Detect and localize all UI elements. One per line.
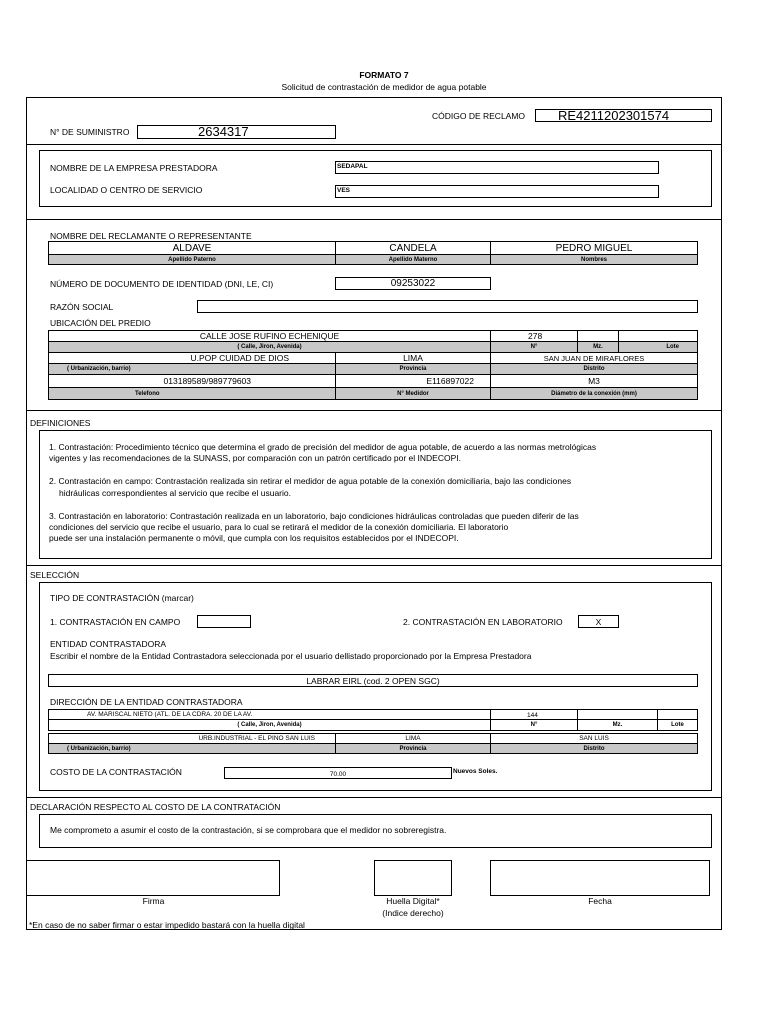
selection-top-rule xyxy=(27,565,722,566)
maternal-surname-header: Apellido Materno xyxy=(335,254,491,265)
claim-code-value: RE4211202301574 xyxy=(558,108,670,123)
paternal-surname-header: Apellido Paterno xyxy=(48,254,336,265)
cost-label: COSTO DE LA CONTRASTACIÓN xyxy=(50,767,182,777)
supply-label: N° DE SUMINISTRO xyxy=(50,127,130,137)
entity-street-value: AV. MARISCAL NIETO (ATL. DE LA CDRA. 20 DE LA AV. xyxy=(48,709,491,720)
urbanization-value: U.POP CUIDAD DE DIOS xyxy=(48,352,336,364)
number-header: N° xyxy=(490,341,578,353)
urbanization-header: ( Urbanización, barrio) xyxy=(48,363,336,375)
definitions-heading: DEFINICIONES xyxy=(30,418,91,428)
supply-value: 2634317 xyxy=(198,124,249,139)
field-contrast-checkbox[interactable] xyxy=(197,615,251,628)
street-value: CALLE JOSE RUFINO ECHENIQUE xyxy=(48,330,491,342)
signature-label: Firma xyxy=(142,896,165,906)
declaration-top-rule xyxy=(27,797,722,798)
selection-heading: SELECCIÓN xyxy=(30,570,80,580)
cost-currency: Nuevos Soles. xyxy=(453,768,498,775)
claim-code-label: CÓDIGO DE RECLAMO xyxy=(432,111,526,121)
entity-field[interactable]: LABRAR EIRL (cod. 2 OPEN SGC) xyxy=(48,674,698,687)
province-header: Provincia xyxy=(335,363,491,375)
given-names-header: Nombres xyxy=(490,254,698,265)
id-document-label: NÚMERO DE DOCUMENTO DE IDENTIDAD (DNI, LE, CI) xyxy=(50,279,274,289)
fingerprint-label: Huella Digital* xyxy=(386,896,440,906)
field-contrast-label: 1. CONTRASTACIÓN EN CAMPO xyxy=(50,617,181,627)
signature-footnote: *En caso de no saber firmar o estar impedido bastará con la huella digital xyxy=(29,920,305,930)
locality-field[interactable] xyxy=(335,185,659,198)
entity-urbanization-value: URB.INDUSTRIAL - EL PINO SAN LUIS xyxy=(48,733,336,744)
entity-district-header: Distrito xyxy=(490,743,698,754)
district-value: SAN JUAN DE MIRAFLORES xyxy=(490,352,698,364)
business-name-field[interactable] xyxy=(197,300,698,313)
declaration-heading: DECLARACIÓN RESPECTO AL COSTO DE LA CONTRATACIÓN xyxy=(30,802,281,812)
cost-field[interactable]: 70.00 xyxy=(224,767,452,779)
lab-contrast-label: 2. CONTRASTACIÓN EN LABORATORIO xyxy=(403,617,563,627)
claimant-section-label: NOMBRE DEL RECLAMANTE O REPRESENTANTE xyxy=(50,231,252,241)
signature-box[interactable] xyxy=(27,860,280,896)
form-number: FORMATO 7 xyxy=(359,70,409,80)
entity-instruction: Escribir el nombre de la Entidad Contrastadora seleccionada por el usuario dellistado proporcionado por la Empresa Prestadora xyxy=(50,651,532,661)
phone-header: Telefono xyxy=(48,387,336,400)
meter-number-value: E116897022 xyxy=(335,374,491,388)
definition-3-line2: condiciones del servicio que recibe el usuario, para lo cual se retirará el medidor de la conexión domiciliaria. El laboratorio xyxy=(49,522,509,532)
district-header: Distrito xyxy=(490,363,698,375)
locality-value: VES xyxy=(337,187,351,194)
maternal-surname-value: CANDELA xyxy=(335,241,491,255)
entity-mz-header: Mz. xyxy=(577,719,658,731)
locality-label: LOCALIDAD O CENTRO DE SERVICIO xyxy=(50,185,203,195)
id-document-field[interactable]: 09253022 xyxy=(335,277,491,290)
paternal-surname-value: ALDAVE xyxy=(48,241,336,255)
entity-street-header: ( Calle, Jiron, Avenida) xyxy=(48,719,491,731)
company-name-label: NOMBRE DE LA EMPRESA PRESTADORA xyxy=(50,163,218,173)
entity-address-label: DIRECCIÓN DE LA ENTIDAD CONTRASTADORA xyxy=(50,697,243,707)
entity-province-value: LIMA xyxy=(335,733,491,744)
fingerprint-box[interactable] xyxy=(374,860,452,896)
contrast-type-label: TIPO DE CONTRASTACIÓN (marcar) xyxy=(50,593,194,603)
mz-header: Mz. xyxy=(577,341,619,353)
company-name-field[interactable] xyxy=(335,161,659,174)
meter-number-header: N° Medidor xyxy=(335,387,491,400)
definition-2-line2: hidráulicas correspondientes al servicio que recibe el usuario. xyxy=(59,488,291,498)
entity-street-number-value: 144 xyxy=(490,709,578,720)
province-value: LIMA xyxy=(335,352,491,364)
given-names-value: PEDRO MIGUEL xyxy=(490,241,698,255)
date-box[interactable] xyxy=(490,860,710,896)
lab-contrast-checkbox[interactable]: X xyxy=(578,615,619,628)
company-name-value: SEDAPAL xyxy=(337,163,368,170)
business-name-label: RAZÓN SOCIAL xyxy=(50,302,114,312)
definition-1-line1: 1. Contrastación: Procedimiento técnico que determina el grado de precisión del medidor de agua potable, de acuerdo a las normas metrológicas xyxy=(49,442,597,452)
form-title: Solicitud de contrastación de medidor de agua potable xyxy=(281,82,487,92)
entity-number-header: N° xyxy=(490,719,578,731)
fingerprint-sublabel: (Indice derecho) xyxy=(382,908,444,918)
lote-header: Lote xyxy=(618,341,698,353)
diameter-header: Diámetro de la conexión (mm) xyxy=(490,387,698,400)
entity-lote-header: Lote xyxy=(657,719,698,731)
definition-2-line1: 2. Contrastación en campo: Contrastación realizada sin retirar el medidor de agua potable de la conexión domiciliaria, bajo las condiciones xyxy=(49,476,572,486)
phone-value: 013189589/989779603 xyxy=(48,374,336,388)
entity-urbanization-header: ( Urbanización, barrio) xyxy=(48,743,336,754)
diameter-value: M3 xyxy=(490,374,698,388)
street-header: ( Calle, Jiron, Avenida) xyxy=(48,341,491,353)
entity-district-value: SAN LUIS xyxy=(490,733,698,744)
entity-label: ENTIDAD CONTRASTADORA xyxy=(50,639,167,649)
declaration-text: Me comprometo a asumir el costo de la contrastación, si se comprobara que el medidor no sobreregistra. xyxy=(50,825,447,835)
definition-3-line3: puede ser una instalación permanente o móvil, que cumpla con los requisitos establecidos por el INDECOPI. xyxy=(49,533,459,543)
definition-1-line2: vigentes y las recomendaciones de la SUNASS, por comparación con un patrón certificado por el INDECOPI. xyxy=(49,453,461,463)
date-label: Fecha xyxy=(588,896,612,906)
property-location-label: UBICACIÓN DEL PREDIO xyxy=(50,318,151,328)
street-number-value: 278 xyxy=(490,330,578,342)
definition-3-line1: 3. Contrastación en laboratorio: Contrastación realizada en un laboratorio, bajo condiciones hidráulicas controladas que pueden diferir de las xyxy=(49,511,579,521)
entity-province-header: Provincia xyxy=(335,743,491,754)
company-section xyxy=(39,150,712,207)
